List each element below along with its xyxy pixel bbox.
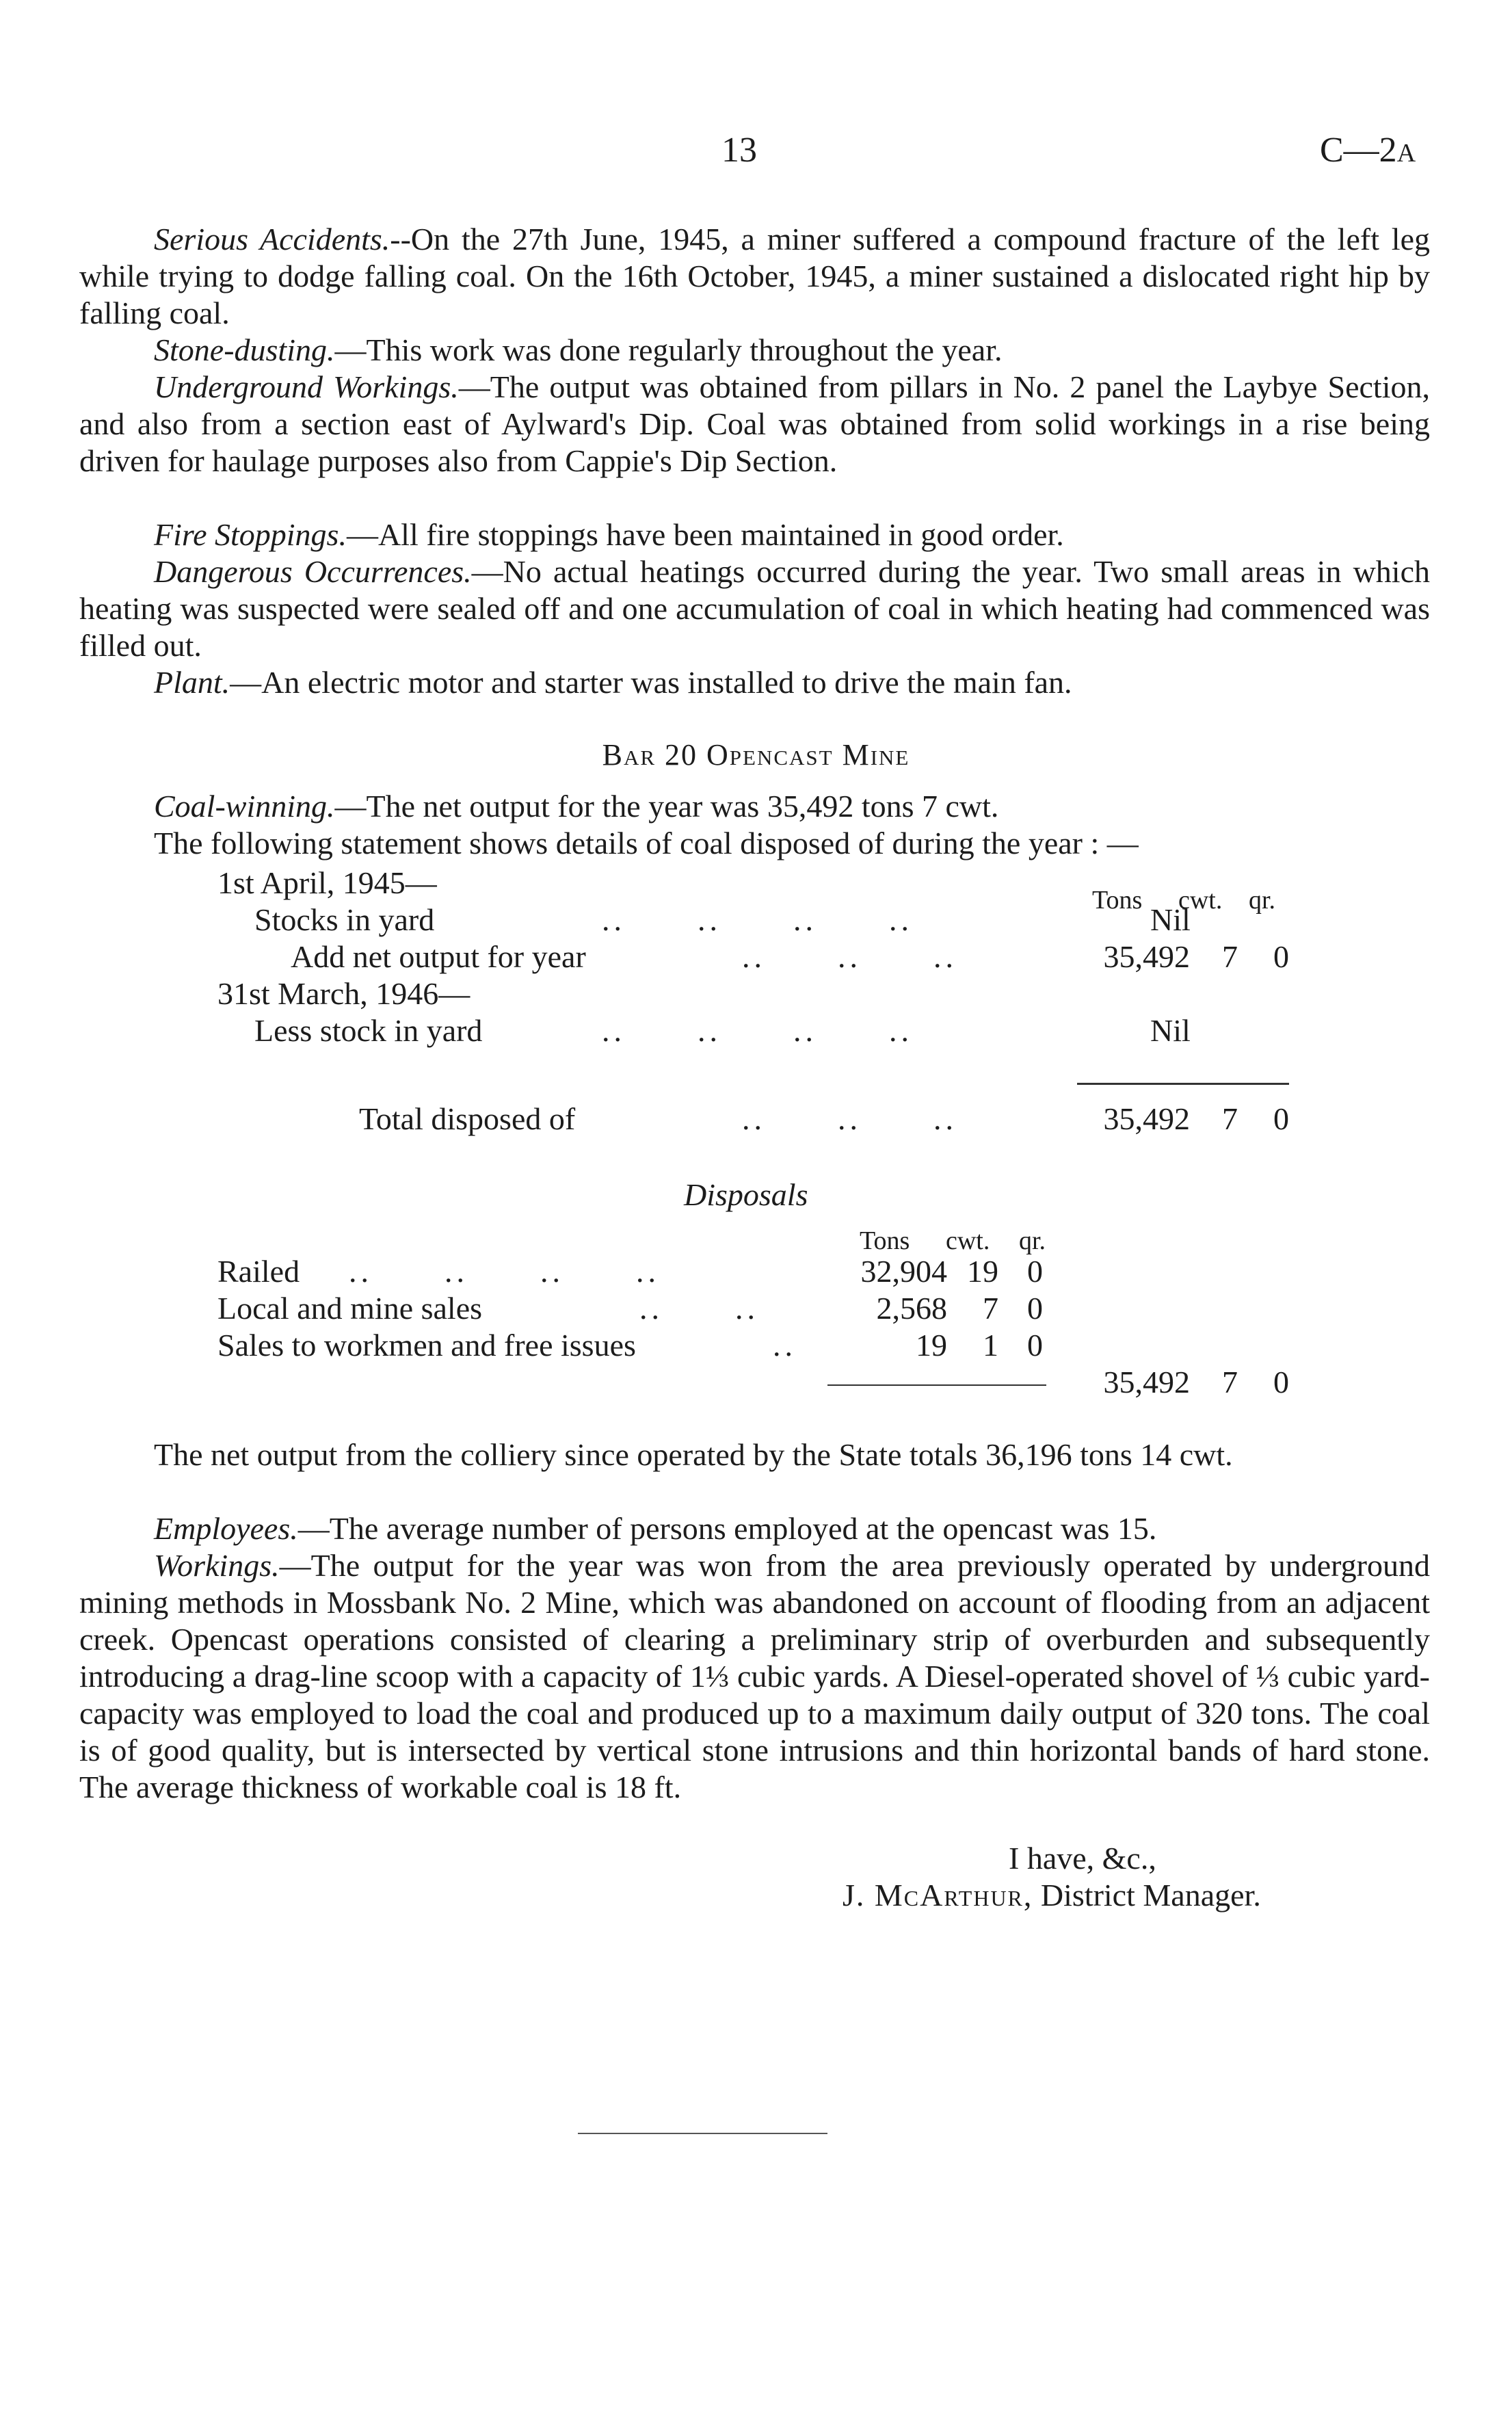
paragraph-plant <box>79 664 1430 701</box>
paragraph-underground-workings <box>79 369 1430 479</box>
paragraph-dangerous-occurrences <box>79 553 1430 664</box>
total-disposed-qr: 0 <box>1273 1101 1289 1136</box>
disposal-row-qr: 0 <box>1027 1254 1043 1289</box>
fire-stoppings-text: —All fire stoppings have been maintained in good order. <box>346 517 1064 552</box>
disposals-col-qr: qr. <box>1019 1226 1046 1255</box>
paragraph-fire-stoppings <box>79 516 1430 553</box>
disposal-row-cwt: 7 <box>983 1291 998 1326</box>
statement-intro <box>79 825 1430 862</box>
employees-label: Employees. <box>154 1511 298 1546</box>
plant-label: Plant. <box>154 665 230 700</box>
add-net-output-tons: 35,492 <box>1103 939 1190 974</box>
page-number: 13 <box>721 131 757 170</box>
disposals-col-tons: Tons <box>860 1226 910 1255</box>
statement-col-cwt: cwt. <box>1178 886 1223 915</box>
paragraph-serious-accidents <box>79 221 1430 332</box>
fire-stoppings-label: Fire Stoppings. <box>154 517 347 552</box>
disposals-col-cwt: cwt. <box>946 1226 990 1255</box>
mine-heading: Bar 20 Opencast Mine <box>602 738 910 772</box>
leader-dots: .. .. .. .. <box>602 902 913 937</box>
disposal-row-qr: 0 <box>1027 1328 1043 1363</box>
total-disposed-label: Total disposed of <box>359 1101 576 1136</box>
stone-dusting-text: —This work was done regularly throughout the year. <box>334 332 1003 367</box>
statement-col-qr: qr. <box>1249 886 1276 915</box>
add-net-output-label: Add net output for year <box>291 939 586 974</box>
disposals-total-cwt: 7 <box>1222 1365 1238 1399</box>
signature-name: J. McArthur, <box>843 1878 1033 1913</box>
signature <box>843 1877 1261 1914</box>
disposal-row-tons: 2,568 <box>876 1291 947 1326</box>
add-net-output-qr: 0 <box>1273 939 1289 974</box>
plant-text: —An electric motor and starter was installed to drive the main fan. <box>230 665 1072 700</box>
document-reference <box>1320 130 1416 170</box>
dangerous-occurrences-label: Dangerous Occurrences. <box>154 554 472 589</box>
disposal-row-cwt: 1 <box>983 1328 998 1363</box>
coal-winning-text: —The net output for the year was 35,492 tons 7 cwt. <box>334 789 999 824</box>
disposals-total-tons: 35,492 <box>1103 1365 1190 1399</box>
document-reference-main: C—2 <box>1320 131 1397 170</box>
leader-dots: .. .. .. .. <box>602 1013 913 1048</box>
less-stock-label: Less stock in yard <box>254 1013 483 1048</box>
less-stock-value: Nil <box>1150 1013 1191 1048</box>
paragraph-stone-dusting <box>79 332 1430 369</box>
disposal-row-qr: 0 <box>1027 1291 1043 1326</box>
net-output-text: The net output from the colliery since operated by the State totals 36,196 tons 14 cwt. <box>154 1437 1233 1472</box>
disposals-total-qr: 0 <box>1273 1365 1289 1399</box>
stocks-in-yard-value: Nil <box>1150 902 1191 937</box>
statement-col-tons: Tons <box>1092 886 1143 915</box>
statement-date-start: 1st April, 1945— <box>217 865 437 900</box>
paragraph-workings <box>79 1547 1430 1806</box>
dangerous-occurrences-text: —No actual heatings occurred during the year. Two small areas in which heating was suspected were sealed off and one accumulation of coal in which heating had commenced was filled out. <box>79 554 1430 663</box>
statement-date-end: 31st March, 1946— <box>217 976 470 1011</box>
stone-dusting-label: Stone-dusting. <box>154 332 335 367</box>
leader-dots: .. .. <box>639 1291 759 1326</box>
footer-rule <box>578 2133 827 2134</box>
closing: I have, &c., <box>1009 1841 1156 1876</box>
disposals-rule <box>827 1384 1046 1386</box>
paragraph-employees <box>79 1510 1430 1547</box>
workings-text: —The output for the year was won from the area previously operated by underground mining methods in Mossbank No. 2 Mine, which was abandoned on account of flooding from an adjacent creek. Opencast operations consisted of clearing a preliminary strip of overburden and subsequently introducing a drag-line scoop with a capacity of 1⅓ cubic yards. A Diesel-operated shovel of ⅓ cubic yard-capacity was employed to load the coal and produced up to a maximum daily output of 320 tons. The coal is of good quality, but is intersected by vertical stone intrusions and thin horizontal bands of hard stone. The average thickness of workable coal is 18 ft. <box>79 1548 1430 1804</box>
disposal-row-tons: 19 <box>916 1328 947 1363</box>
underground-workings-text: —The output was obtained from pillars in No. 2 panel the Laybye Section, and also from a section east of Aylward's Dip. Coal was obtained from solid workings in a rise being driven for haulage purposes also from Cappie's Dip Section. <box>79 369 1430 478</box>
disposal-row-cwt: 19 <box>967 1254 998 1289</box>
signature-title: District Manager. <box>1040 1878 1261 1913</box>
employees-text: —The average number of persons employed at the opencast was 15. <box>297 1511 1157 1546</box>
total-rule <box>1077 1083 1289 1085</box>
disposals-heading: Disposals <box>684 1177 808 1212</box>
disposal-row-label: Sales to workmen and free issues <box>217 1328 636 1363</box>
coal-winning-label: Coal-winning. <box>154 789 335 824</box>
statement-intro-text: The following statement shows details of coal disposed of during the year : — <box>154 826 1139 860</box>
leader-dots: .. .. .. <box>742 1101 957 1136</box>
disposal-row-tons: 32,904 <box>860 1254 947 1289</box>
stocks-in-yard-label: Stocks in yard <box>254 902 435 937</box>
total-disposed-tons: 35,492 <box>1103 1101 1190 1136</box>
paragraph-net-output <box>79 1436 1430 1473</box>
document-reference-sub: A <box>1396 139 1416 168</box>
serious-accidents-label: Serious Accidents. <box>154 222 390 257</box>
total-disposed-cwt: 7 <box>1222 1101 1238 1136</box>
underground-workings-label: Underground Workings. <box>154 369 459 404</box>
workings-label: Workings. <box>154 1548 280 1583</box>
serious-accidents-text: --On the 27th June, 1945, a miner suffered a compound fracture of the left leg while trying to dodge falling coal. On the 16th October, 1945, a miner sustained a dislocated right hip by falling coal. <box>79 222 1430 330</box>
leader-dots: .. <box>773 1328 797 1363</box>
add-net-output-cwt: 7 <box>1222 939 1238 974</box>
disposal-row-label: Local and mine sales <box>217 1291 483 1326</box>
leader-dots: .. .. .. <box>742 939 957 974</box>
paragraph-coal-winning <box>79 788 1430 825</box>
leader-dots: .. .. .. .. <box>349 1254 660 1289</box>
disposal-row-label: Railed <box>217 1254 300 1289</box>
